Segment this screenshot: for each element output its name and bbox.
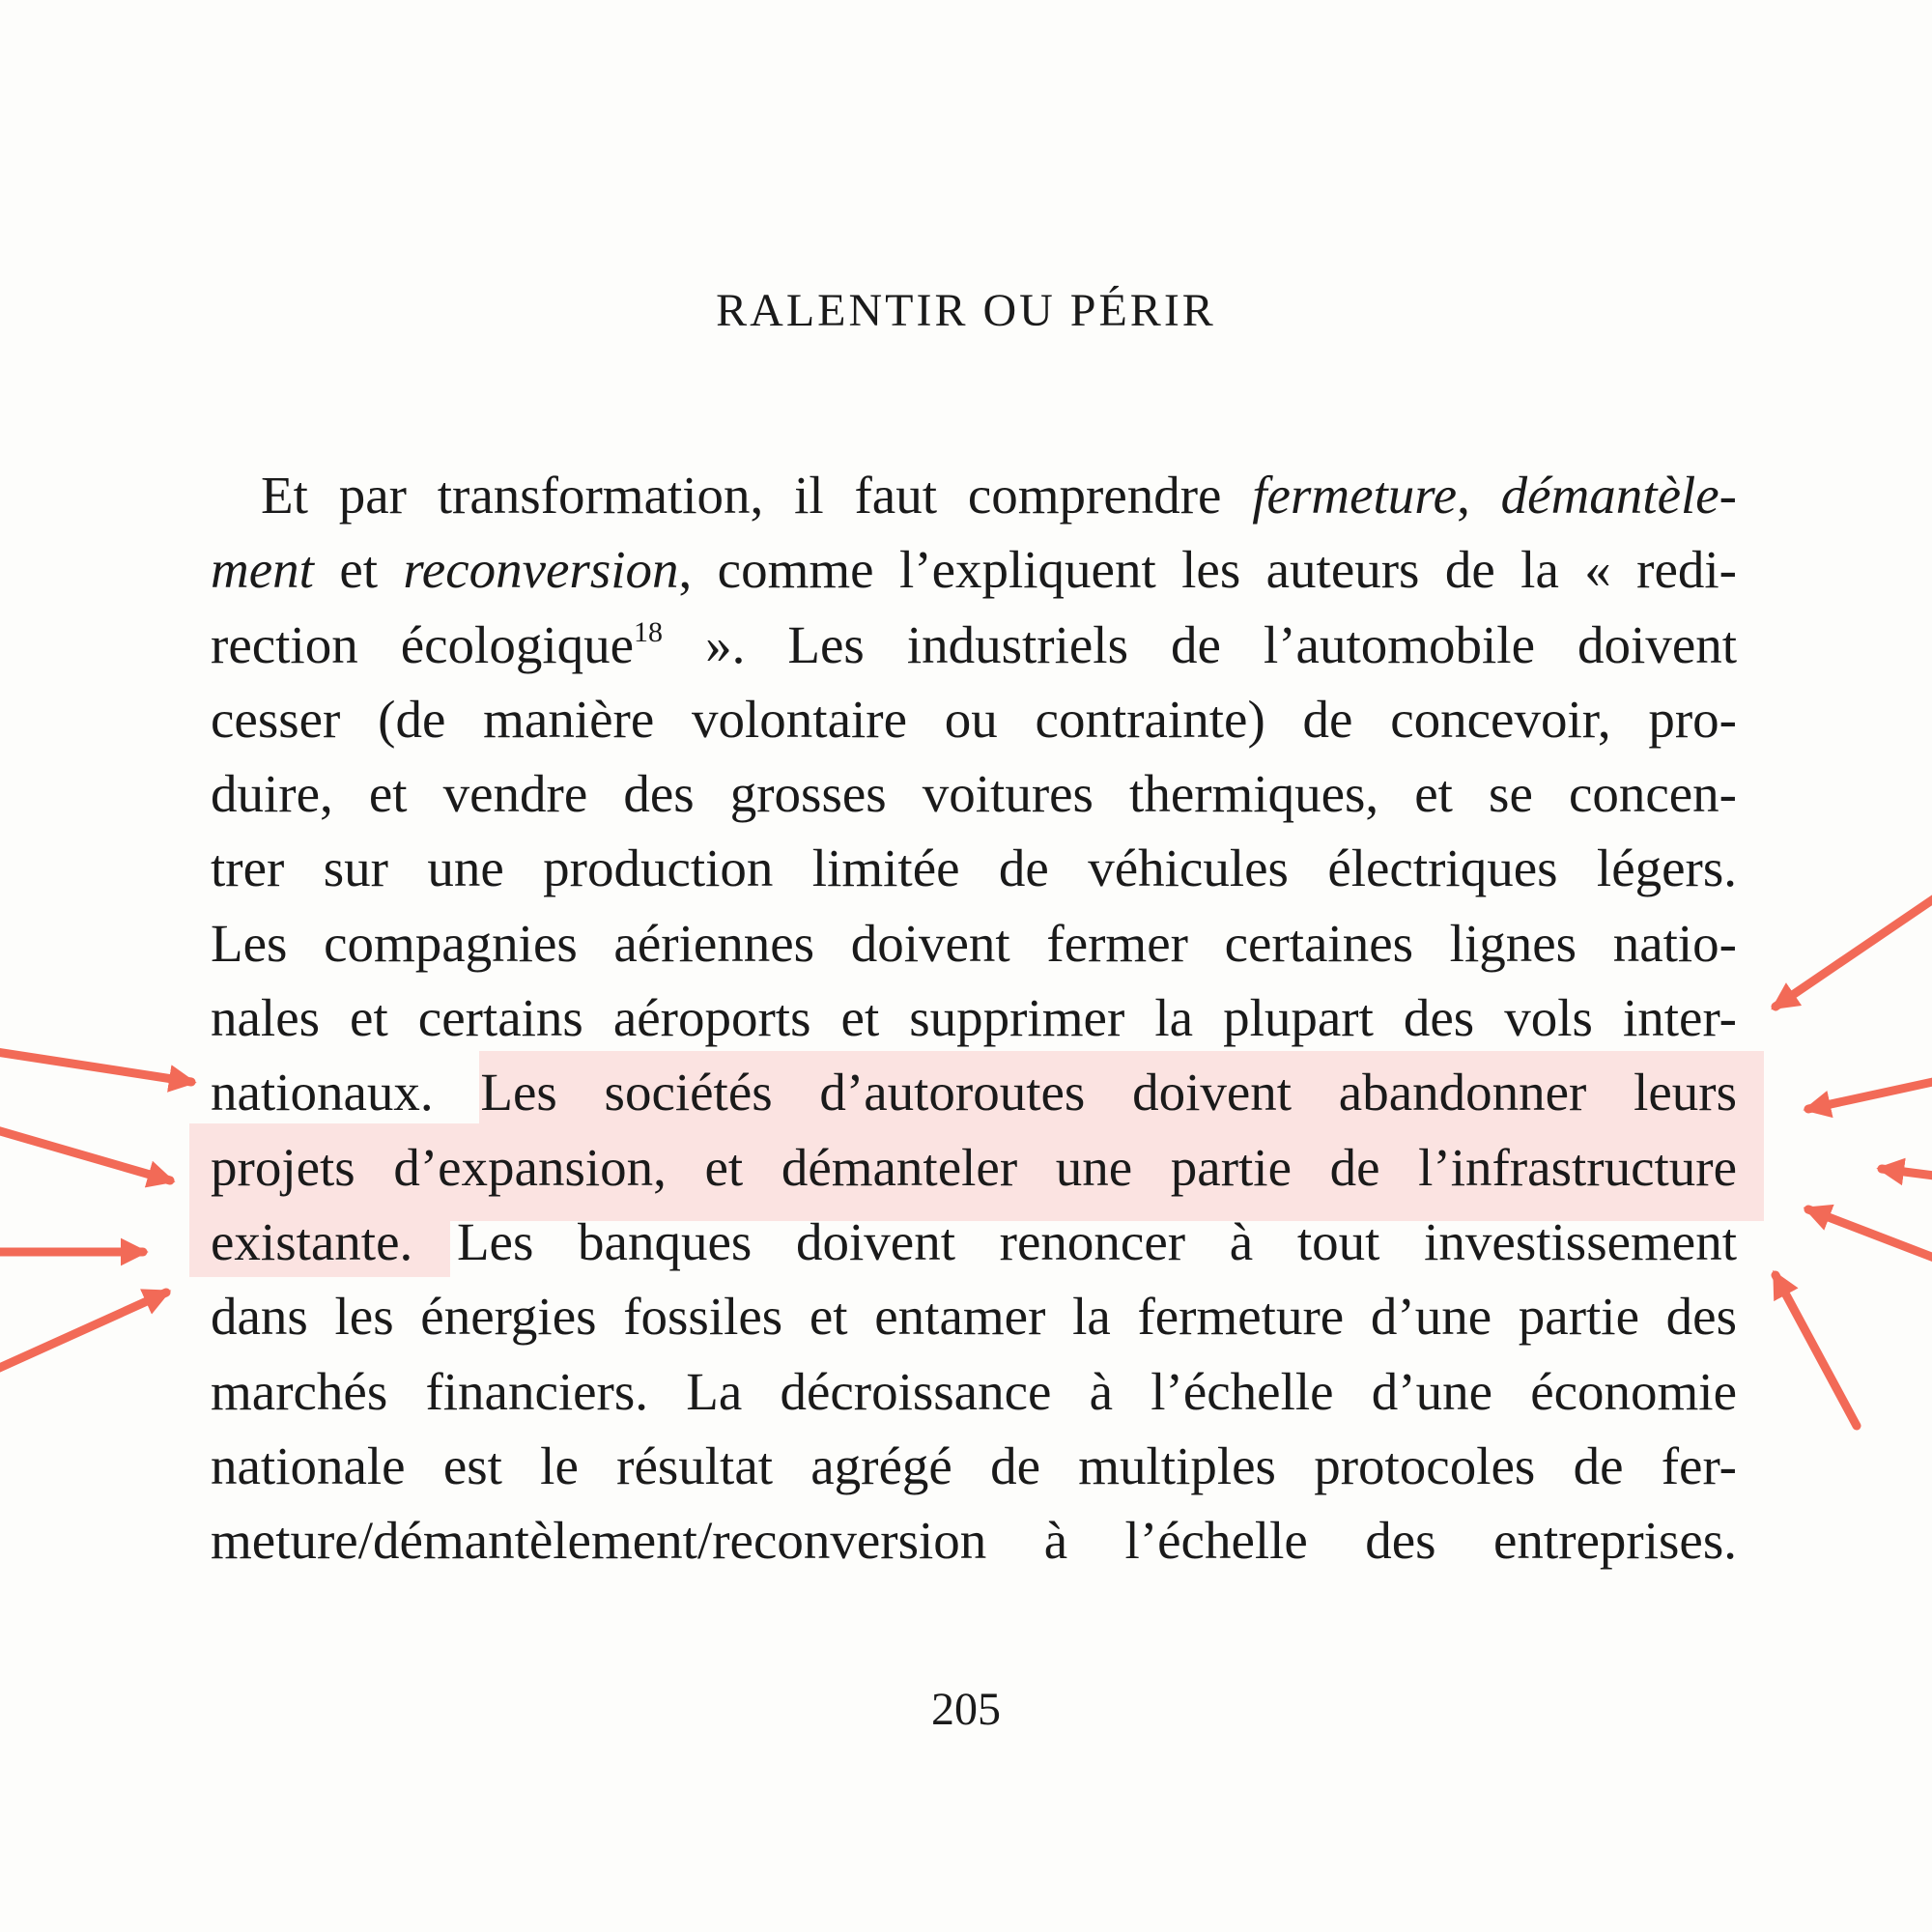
arrow-icon: [0, 1051, 191, 1082]
text-line: [211, 532, 1737, 607]
text-segment: Les compagnies aériennes doivent fermer certaines lignes natio-: [211, 913, 1737, 973]
text-segment: trer sur une production limitée de véhicules électriques légers.: [211, 838, 1737, 898]
text-line: [211, 1503, 1737, 1577]
text-segment: et: [313, 540, 404, 600]
text-segment: dans les énergies fossiles et entamer la fermeture d’une partie des: [211, 1287, 1737, 1347]
text-segment: nales et certains aéroports et supprimer la plupart des vols inter-: [211, 988, 1737, 1048]
text-segment: nationale est le résultat agrégé de multiples protocoles de fer-: [211, 1435, 1737, 1495]
text-segment: rection écologique: [211, 614, 635, 674]
text-line: [211, 682, 1737, 756]
text-line: [211, 1429, 1737, 1503]
text-line: [211, 831, 1737, 905]
text-line: [211, 980, 1737, 1055]
italic-term: reconversion: [403, 540, 679, 600]
text-line: [211, 906, 1737, 980]
italic-term: fermeture: [1252, 466, 1458, 525]
arrow-icon: [0, 1293, 166, 1370]
text-segment: meture/démantèlement/reconversion à l’échelle des entreprises.: [211, 1511, 1737, 1571]
running-head: RALENTIR OU PÉRIR: [716, 285, 1216, 336]
text-segment: , comme l’expliquent les auteurs de la « redi-: [678, 540, 1737, 600]
page-number: 205: [931, 1684, 1001, 1735]
text-line: [211, 1279, 1737, 1353]
text-line: [211, 1205, 1737, 1279]
arrow-icon: [1776, 894, 1932, 1007]
arrow-icon: [1808, 1080, 1932, 1109]
highlighted-text: projets d’expansion, et démanteler une partie de l’infrastructure: [211, 1137, 1737, 1197]
paragraph: [211, 458, 1737, 1577]
text-segment: cesser (de manière volontaire ou contrainte) de concevoir, pro-: [211, 689, 1737, 749]
text-line: [211, 1354, 1737, 1429]
arrow-icon: [1808, 1209, 1932, 1261]
text-line: [211, 756, 1737, 831]
text-line: [211, 458, 1737, 532]
text-segment: duire, et vendre des grosses voitures thermiques, et se concen-: [211, 764, 1737, 824]
text-segment: ». Les industriels de l’automobile doivent: [663, 614, 1738, 674]
italic-term: démantèle-: [1500, 466, 1737, 525]
italic-term: ment: [211, 540, 314, 600]
text-segment: nationaux.: [211, 1063, 481, 1122]
arrow-icon: [1776, 1275, 1857, 1426]
text-line: [211, 608, 1737, 682]
text-segment: Les banques doivent renoncer à tout investissement: [412, 1211, 1737, 1271]
text-segment: ,: [1457, 466, 1501, 525]
text-segment: Et par transformation, il faut comprendre: [261, 466, 1253, 525]
highlighted-text: Les sociétés d’autoroutes doivent abandonner leurs: [480, 1063, 1737, 1122]
arrow-icon: [0, 1128, 170, 1180]
footnote-ref: 18: [634, 615, 664, 648]
arrow-icon: [1882, 1169, 1932, 1177]
highlighted-text: existante.: [211, 1211, 413, 1271]
text-line: [211, 1130, 1737, 1205]
text-segment: marchés financiers. La décroissance à l’échelle d’une économie: [211, 1361, 1737, 1421]
text-line: [211, 1055, 1737, 1129]
